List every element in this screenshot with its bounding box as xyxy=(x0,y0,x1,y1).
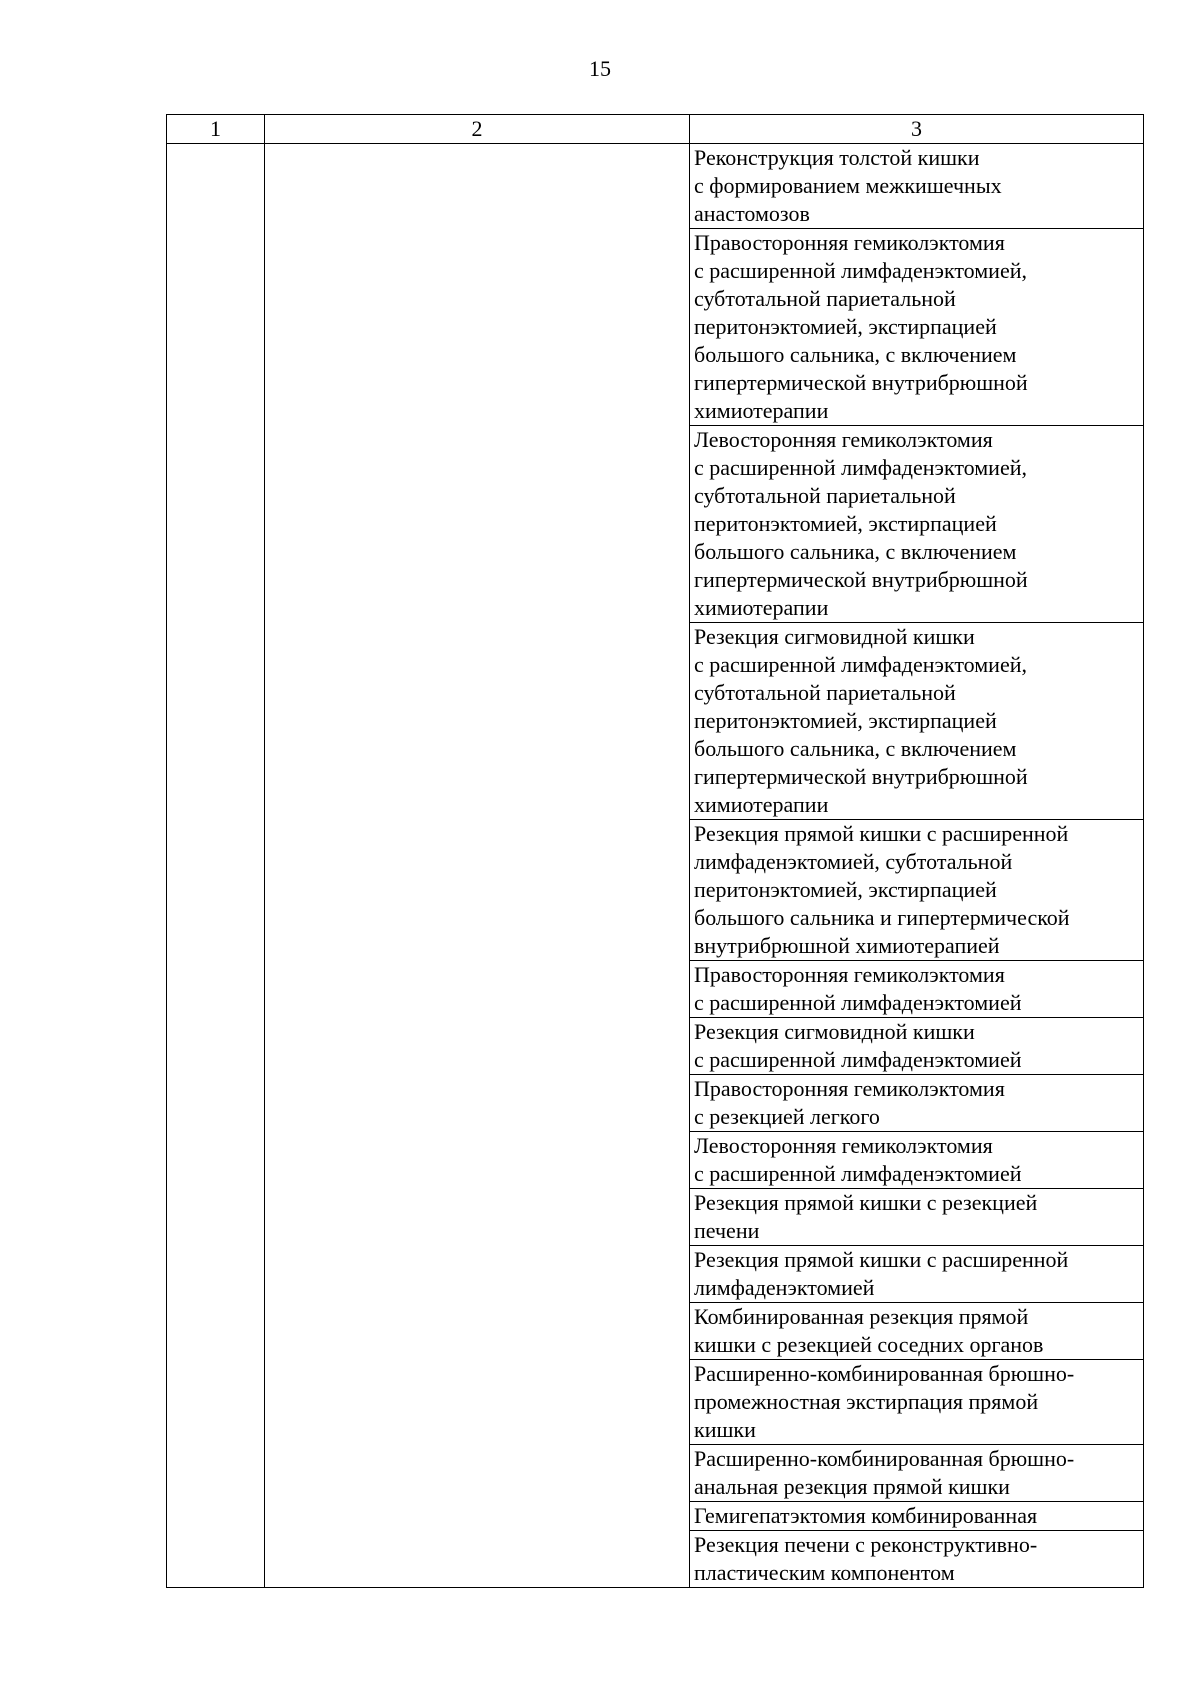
table-header-row xyxy=(167,115,1144,144)
procedure-text: Реконструкция толстой кишки с формированием межкишечных анастомозов xyxy=(694,145,1002,226)
procedure-text: Гемигепатэктомия комбинированная xyxy=(694,1503,1038,1528)
procedure-cell xyxy=(690,1531,1144,1588)
procedure-cell xyxy=(690,426,1144,623)
table-body xyxy=(167,144,1144,1588)
procedure-cell xyxy=(690,1360,1144,1445)
procedure-text: Резекция прямой кишки с резекцией печени xyxy=(694,1190,1038,1243)
procedure-cell xyxy=(690,961,1144,1018)
procedure-text: Комбинированная резекция прямой кишки с резекцией соседних органов xyxy=(694,1304,1044,1357)
procedure-cell xyxy=(690,820,1144,961)
procedure-text: Правосторонняя гемиколэктомия с резекцией легкого xyxy=(694,1076,1005,1129)
procedure-text: Резекция прямой кишки с расширенной лимфаденэктомией xyxy=(694,1247,1069,1300)
column-1-cell xyxy=(167,144,265,1588)
procedure-cell xyxy=(690,623,1144,820)
procedure-text: Расширенно-комбинированная брюшно- промежностная экстирпация прямой кишки xyxy=(694,1361,1075,1442)
procedure-cell xyxy=(690,1189,1144,1246)
procedure-cell xyxy=(690,1132,1144,1189)
procedure-cell xyxy=(690,1502,1144,1531)
procedure-text: Правосторонняя гемиколэктомия с расширенной лимфаденэктомией xyxy=(694,962,1022,1015)
page-number: 15 xyxy=(589,56,611,81)
procedure-cell xyxy=(690,1246,1144,1303)
procedure-cell xyxy=(690,1303,1144,1360)
procedure-cell xyxy=(690,1445,1144,1502)
column-2-cell xyxy=(265,144,690,1588)
procedure-cell xyxy=(690,144,1144,229)
procedure-text: Левосторонняя гемиколэктомия с расширенной лимфаденэктомией xyxy=(694,1133,1022,1186)
table-row xyxy=(167,144,1144,229)
column-header-1: 1 xyxy=(167,115,265,144)
procedure-cell xyxy=(690,229,1144,426)
procedure-text: Правосторонняя гемиколэктомия с расширенной лимфаденэктомией, субтотальной париетальной перитонэктомией, экстирпацией большого сальника, с включением гипертермической внутрибрюшной химиотерапии xyxy=(694,230,1028,423)
column-header-2: 2 xyxy=(265,115,690,144)
procedure-cell xyxy=(690,1075,1144,1132)
procedures-table xyxy=(166,114,1144,1588)
procedure-text: Резекция печени с реконструктивно- пластическим компонентом xyxy=(694,1532,1038,1585)
procedure-text: Левосторонняя гемиколэктомия с расширенной лимфаденэктомией, субтотальной париетальной перитонэктомией, экстирпацией большого сальника, с включением гипертермической внутрибрюшной химиотерапии xyxy=(694,427,1028,620)
procedure-text: Резекция сигмовидной кишки с расширенной лимфаденэктомией, субтотальной париетальной перитонэктомией, экстирпацией большого сальника, с включением гипертермической внутрибрюшной химиотерапии xyxy=(694,624,1028,817)
procedure-text: Резекция сигмовидной кишки с расширенной лимфаденэктомией xyxy=(694,1019,1022,1072)
procedure-cell xyxy=(690,1018,1144,1075)
procedure-text: Расширенно-комбинированная брюшно- анальная резекция прямой кишки xyxy=(694,1446,1075,1499)
column-header-3: 3 xyxy=(690,115,1144,144)
procedure-text: Резекция прямой кишки с расширенной лимфаденэктомией, субтотальной перитонэктомией, экстирпацией большого сальника и гипертермической внутрибрюшной химиотерапией xyxy=(694,821,1070,958)
